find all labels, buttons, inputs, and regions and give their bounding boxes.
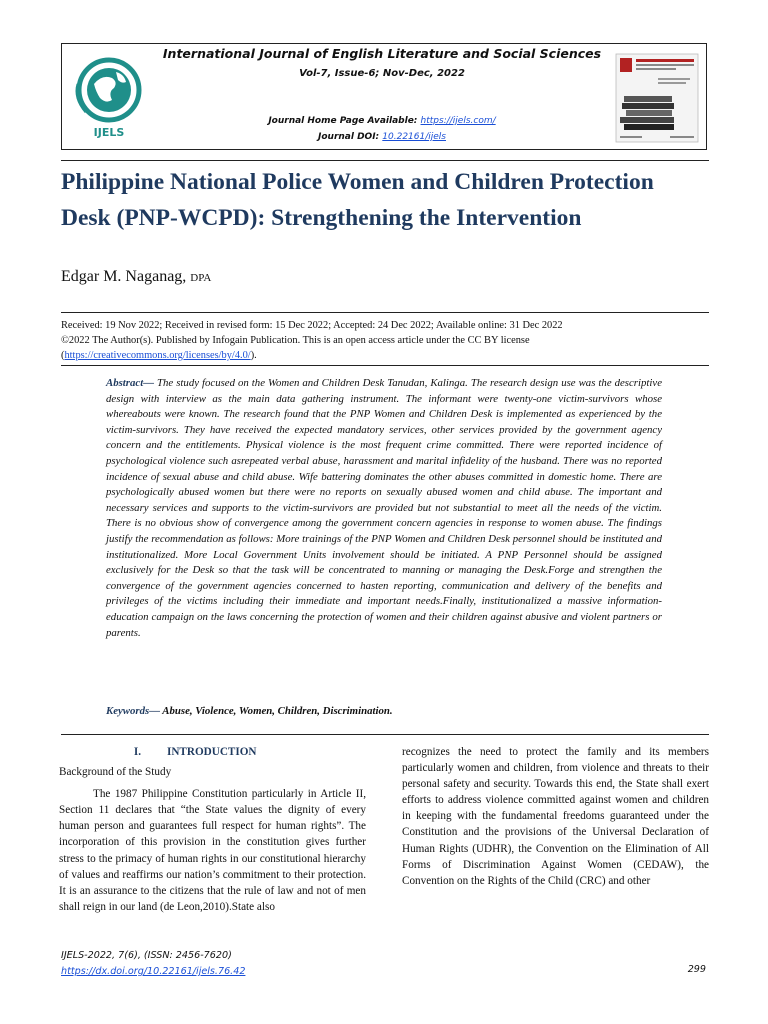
left-paragraph: The 1987 Philippine Constitution particularly in Article II, Section 11 declares that “the State values the dignity of every human person and guarantees full respect for human rights”. The incorporation of this provision in the constitution gives further stress to the primacy of human rights in our constitutional hierarchy of values and reaffirms our nation’s commitment to their protection. It is an assurance to the citizens that the rule of law and not of men shall reign in our land (de Leon,2010).State also xyxy=(59,788,366,913)
journal-logo xyxy=(72,54,146,142)
keywords xyxy=(106,705,662,717)
left-column xyxy=(59,744,366,915)
header-rule xyxy=(61,160,709,161)
section-heading xyxy=(59,744,366,760)
author-name: Edgar M. Naganag, xyxy=(61,268,187,285)
logo-text: IJELS xyxy=(93,126,125,139)
author-line xyxy=(61,268,211,286)
journal-doi-line xyxy=(162,132,602,142)
footer-citation xyxy=(61,948,245,980)
page-number: 299 xyxy=(687,964,706,975)
section-number: I. xyxy=(133,746,141,758)
author-degree: DPA xyxy=(190,272,212,284)
journal-cover-image xyxy=(614,52,700,144)
section-title: INTRODUCTION xyxy=(167,746,257,758)
globe-logo-icon xyxy=(72,54,146,142)
home-label: Journal Home Page Available: xyxy=(268,116,418,126)
copyright-line: ©2022 The Author(s). Published by Infogain Publication. This is an open access article under the CC BY license xyxy=(61,335,530,346)
publication-info xyxy=(61,318,701,363)
license-close: ). xyxy=(250,350,257,361)
subheading: Background of the Study xyxy=(59,766,172,779)
paper-title: Philippine National Police Women and Children Protection Desk (PNP-WCPD): Strengthening the Intervention xyxy=(61,169,654,231)
journal-issue: Vol-7, Issue-6; Nov-Dec, 2022 xyxy=(299,68,465,79)
author-rule xyxy=(61,312,709,313)
citation-text: IJELS-2022, 7(6), (ISSN: 2456-7620) xyxy=(61,950,232,961)
abstract-top-rule xyxy=(61,365,709,366)
keywords-text: Abuse, Violence, Women, Children, Discrimination. xyxy=(160,705,393,717)
body-rule xyxy=(61,734,709,735)
abstract xyxy=(106,376,662,641)
doi-label: Journal DOI: xyxy=(318,132,380,142)
journal-header xyxy=(61,43,707,150)
abstract-text: The study focused on the Women and Children Desk Tanudan, Kalinga. The research design use was the descriptive design with interview as the main data gathering instrument. The informant were twenty-one victim-survivors whose whereabouts were known. The research found that the PNP Women and Children Desk is implemented as experienced by the victim-survivors. They have received the expected mandatory services, other services provided by the government agency concern and the entitlements. Physical violence is the most frequent crime committed. There were reported incidence of psychological violence such asrepeated verbal abuse, harassment and marital infidelity of the husband. There was no reported incidence of sexual abuse and child abuse. Wife battering dominates the other abuses committed in domestic home. There are psychologically abused women but there were no reports on sexually abused women and child abuse. The important and necessary services and supports to the victim-survivors are provided but not substantial to meet all the needs of the victim. There is no obvious show of convergence among the government concern agencies in response to women abuse. The findings justify the recommendation as follows: More trainings of the PNP Women and Children Desk personnel should be instituted and institutionalized. More Local Government Units involvement should be initiated. A PNP Personnel should be assigned exclusively for the Desk so that the task will be concentrated to manning or managing the Desk.Forge and strengthen the convergence of the government agencies concerned to hasten reporting, communication and delivery of the benefits and privileges of the victims including their immediate and important needs.Finally, institutionalized a massive information-education campaign on the laws concerning the protection of women and their children against abusive and violent partners or parents. xyxy=(106,377,662,639)
right-column xyxy=(402,744,709,889)
license-open: ( xyxy=(61,350,65,361)
doi-link[interactable]: 10.22161/ijels xyxy=(382,132,446,142)
journal-home-line xyxy=(162,116,602,126)
right-paragraph: recognizes the need to protect the family and its members particularly women and children, from violence and threats to their personal safety and security. Towards this end, the State shall exert efforts to address violence committed against women and children in keeping with the fundamental freedoms guaranteed under the Constitution and the provisions of the Universal Declaration of Human Rights (UDHR), the Convention on the Elimination of All Forms of Discrimination Against Women (CEDAW), the Convention on the Rights of the Child (CRC) and other xyxy=(402,746,709,887)
license-line xyxy=(61,348,701,363)
received-dates: Received: 19 Nov 2022; Received in revised form: 15 Dec 2022; Accepted: 24 Dec 2022; Available online: 31 Dec 2022 xyxy=(61,320,563,331)
book-stack-icon xyxy=(614,52,700,144)
article-doi-link[interactable]: https://dx.doi.org/10.22161/ijels.76.42 xyxy=(61,966,246,977)
keywords-label: Keywords— xyxy=(106,705,160,717)
journal-title: International Journal of English Literature and Social Sciences xyxy=(162,46,602,61)
home-link[interactable]: https://ijels.com/ xyxy=(420,116,496,126)
abstract-label: Abstract— xyxy=(106,377,154,389)
license-link[interactable]: https://creativecommons.org/licenses/by/4.0/ xyxy=(64,350,251,361)
